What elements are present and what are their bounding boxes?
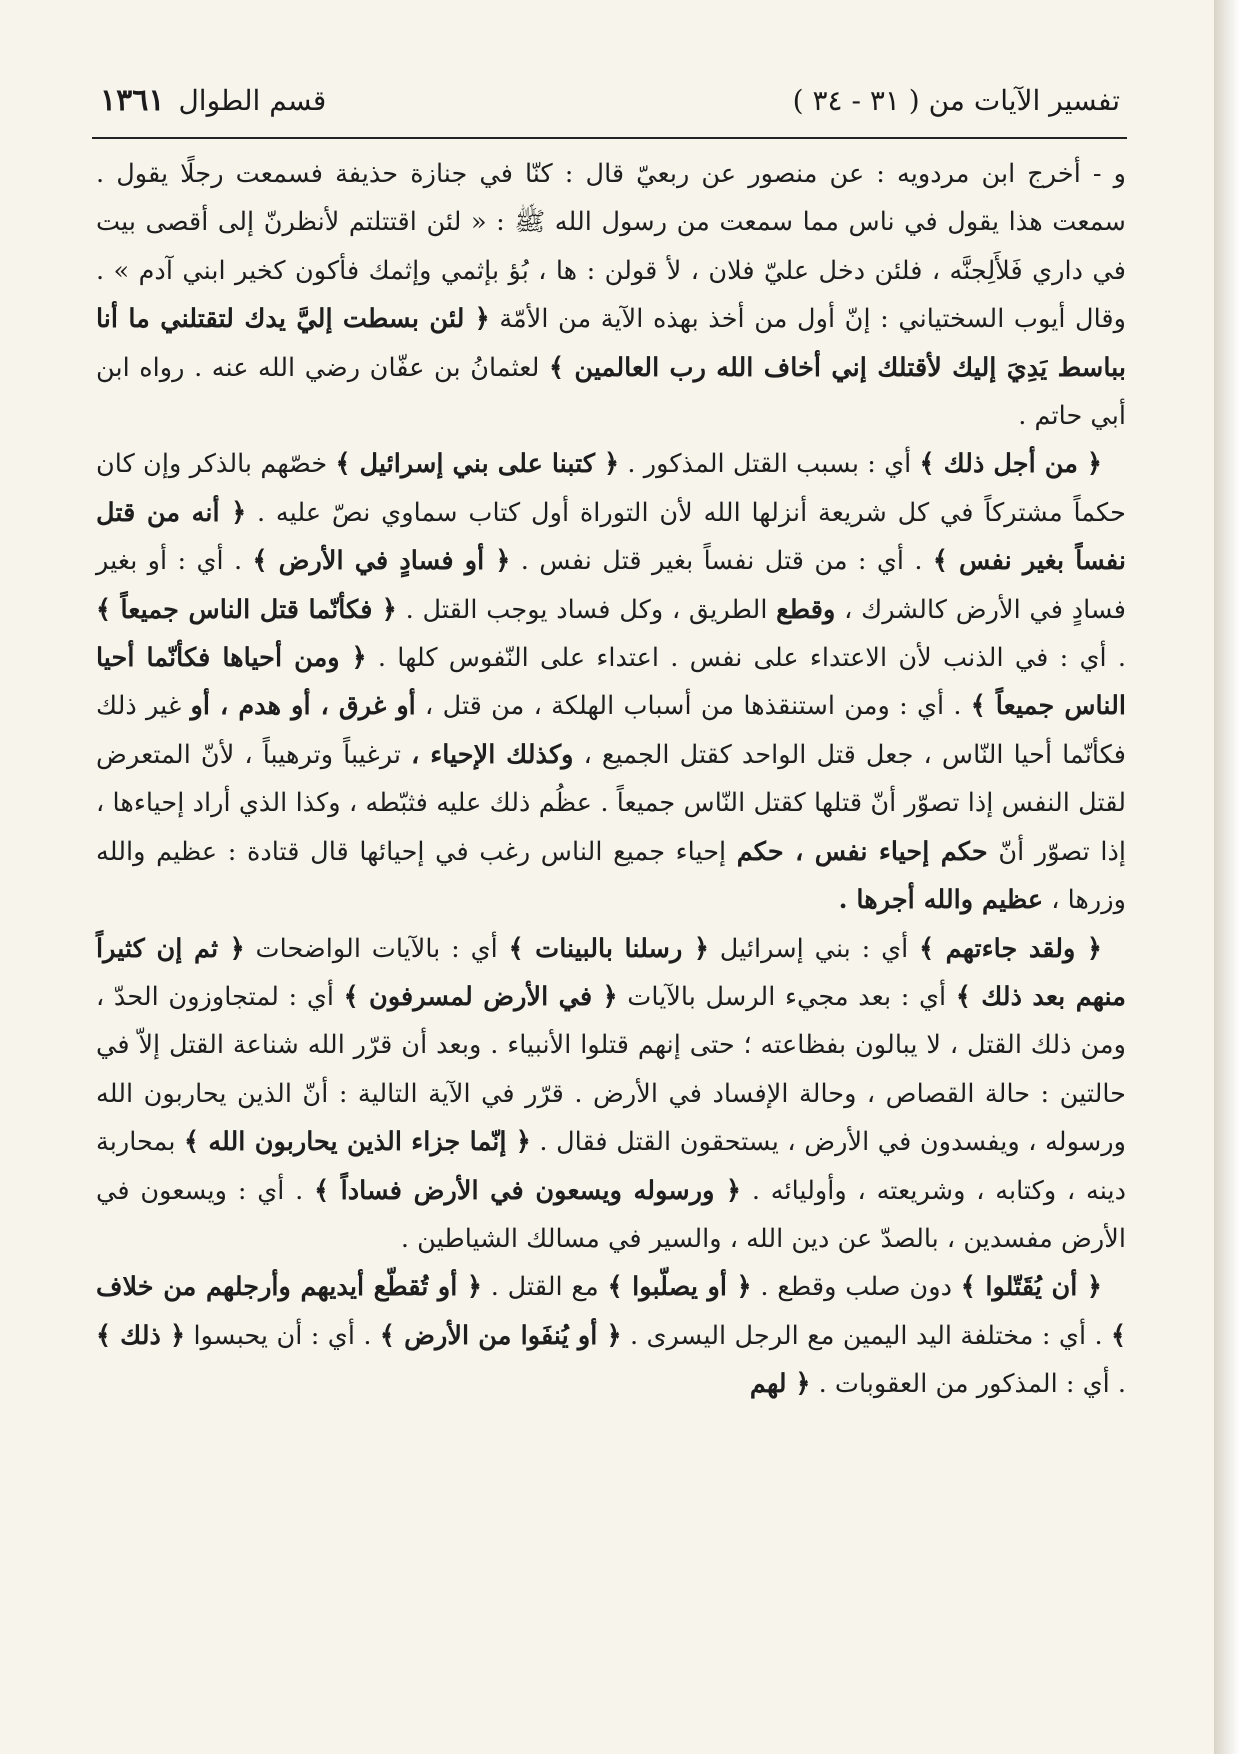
commentary-text: مع القتل . (481, 1272, 608, 1303)
quran-verse-text: ﴿ كتبنا على بني إسرائيل ﴾ (335, 449, 620, 480)
commentary-text: أي : بسبب القتل المذكور . (619, 449, 920, 480)
page-edge (1214, 0, 1240, 1754)
commentary-text: . أي : ومن استنقذها من أسباب الهلكة ، من قتل ، (415, 691, 971, 722)
quran-verse-text: ﴿ ورسوله ويسعون في الأرض فساداً ﴾ (314, 1175, 742, 1206)
paragraph (96, 925, 1126, 1264)
commentary-text: . أي : مختلفة اليد اليمين مع الرجل اليسرى . (621, 1320, 1112, 1351)
page-body (96, 150, 1126, 1409)
quran-verse-text: ﴿ من أجل ذلك ﴾ (919, 449, 1102, 480)
commentary-text: دون صلب وقطع . (751, 1272, 961, 1303)
commentary-text: . أي : أو بغير فسادٍ في الأرض كالشرك ، (96, 546, 1126, 625)
page-number: ١٣٦١ (100, 82, 165, 118)
quran-verse-text: وكذلك الإحياء ، (411, 739, 574, 770)
commentary-text: بمحاربة دينه ، وكتابه ، وشريعته ، وأوليائه . (96, 1127, 1126, 1206)
quran-verse-text: ﴿ ومن أحياها فكأنّما أحيا الناس جميعاً ﴾ (96, 643, 1126, 722)
quran-verse-text: ﴿ لئن بسطت إليَّ يدك لتقتلني ما أنا بباسط يَدِيَ إليك لأقتلك إني أخاف الله رب العالمين ﴾ (96, 304, 1126, 383)
commentary-text: و - أخرج ابن مردويه : عن منصور عن ربعيّ قال : كنّا في جنازة حذيفة فسمعت رجلًا يقول . سمعت هذا يقول في ناس مما سمعت من رسول الله ﷺ : « لئن اقتتلتم لأنظرنّ إلى أقصى بيت في داري فَلأَلِجنَّه ، فلئن دخل عليّ فلان ، لأ قولن : ها ، بُؤ بإثمي وإثمك فأكون كخير ابني آدم » . وقال أيوب السختياني : إنّ أول من أخذ بهذه الآية من الأمّة (96, 159, 1126, 335)
quran-verse-text: عظيم والله أجرها . (838, 885, 1044, 916)
commentary-text: . أي : المذكور من العقوبات . (810, 1369, 1126, 1400)
commentary-text: لعثمانُ بن عفّان رضي الله عنه . رواه ابن أبي حاتم . (96, 352, 1126, 432)
quran-verse-text: ﴿ في الأرض لمسرفون ﴾ (343, 981, 618, 1012)
quran-verse-text: ﴿ لهم (749, 1369, 811, 1400)
commentary-text: خصّهم بالذكر وإن كان حكماً مشتركاً في كل شريعة أنزلها الله لأن التوراة أول كتاب سماوي نصّ عليه . (96, 449, 1127, 528)
header-title: تفسير الآيات من ( ٣١ - ٣٤ ) (792, 83, 1120, 117)
header-section-name: قسم الطوال (178, 83, 327, 117)
paragraph (96, 150, 1126, 440)
commentary-text: الطريق ، وكل فساد يوجب القتل . (396, 594, 777, 625)
commentary-text: . أي : من قتل نفساً بغير قتل نفس . (510, 546, 933, 577)
quran-verse-text: ﴿ إنّما جزاء الذين يحاربون الله ﴾ (184, 1127, 531, 1158)
commentary-text: أي : بالآيات الواضحات (244, 933, 509, 964)
header-rule (92, 137, 1127, 139)
quran-verse-text: ﴿ أو فسادٍ في الأرض ﴾ (252, 546, 511, 577)
quran-verse-text: ﴿ أن يُقَتّلوا ﴾ (960, 1272, 1102, 1303)
commentary-text: . أي : ويسعون في الأرض مفسدين ، بالصدّ عن دين الله ، والسير في مسالك الشياطين . (96, 1175, 1126, 1254)
quran-verse-text: ﴿ أو يصلّبوا ﴾ (607, 1272, 752, 1303)
header-section (100, 83, 326, 118)
quran-verse-text: ﴿ أنه من قتل نفساً بغير نفس ﴾ (96, 497, 1126, 577)
quran-verse-text: ﴿ أو يُنفَوا من الأرض ﴾ (379, 1320, 622, 1351)
commentary-text: أي : بعد مجيء الرسل بالآيات (617, 981, 956, 1012)
commentary-text: غير ذلك فكأنّما أحيا النّاس ، جعل قتل الواحد كقتل الجميع ، (96, 691, 1127, 770)
quran-verse-text: وقطع (776, 594, 836, 625)
quran-verse-text: أو غرق ، أو هدم ، أو (190, 691, 416, 722)
quran-verse-text: ﴿ فكأنّما قتل الناس جميعاً ﴾ (96, 594, 397, 625)
quran-verse-text: ﴿ أو تُقطّع أيديهم وأرجلهم من خلاف ﴾ (96, 1272, 1127, 1351)
commentary-text: ترغيباً وترهيباً ، لأنّ المتعرض لقتل النفس إذا تصوّر أنّ قتلها كقتل النّاس جميعاً . عظُم ذلك عليه فثبّطه ، وكذا الذي أراد إحياءها ، إذا تصوّر أنّ (96, 739, 1126, 867)
running-header (100, 70, 1120, 130)
quran-verse-text: حكم إحياء نفس ، حكم (736, 836, 988, 867)
commentary-text: . أي : أن يحبسوا (185, 1320, 380, 1351)
commentary-text: أي : بني إسرائيل (708, 933, 920, 964)
commentary-text: أي : لمتجاوزون الحدّ ، ومن ذلك القتل ، لا يبالون بفظاعته ؛ حتى إنهم قتلوا الأنبياء . وبعد أن قرّر الله شناعة القتل إلاّ في حالتين : حالة القصاص ، وحالة الإفساد في الأرض . قرّر في الآية التالية : أنّ الذين يحاربون الله ورسوله ، ويفسدون في الأرض ، يستحقون القتل فقال . (96, 981, 1126, 1158)
quran-verse-text: ﴿ رسلنا بالبينات ﴾ (508, 933, 709, 964)
paragraph (96, 440, 1126, 924)
commentary-text: إحياء جميع الناس رغب في إحيائها قال قتادة : عظيم والله وزرها ، (96, 836, 1126, 916)
quran-verse-text: ﴿ ولقد جاءتهم ﴾ (919, 933, 1103, 964)
quran-verse-text: ﴿ ثم إن كثيراً منهم بعد ذلك ﴾ (96, 933, 1126, 1012)
paragraph (96, 1263, 1126, 1408)
commentary-text: . أي : في الذنب لأن الاعتداء على نفس . اعتداء على النّفوس كلها . (366, 643, 1126, 674)
quran-verse-text: ﴿ ذلك ﴾ (96, 1320, 186, 1351)
